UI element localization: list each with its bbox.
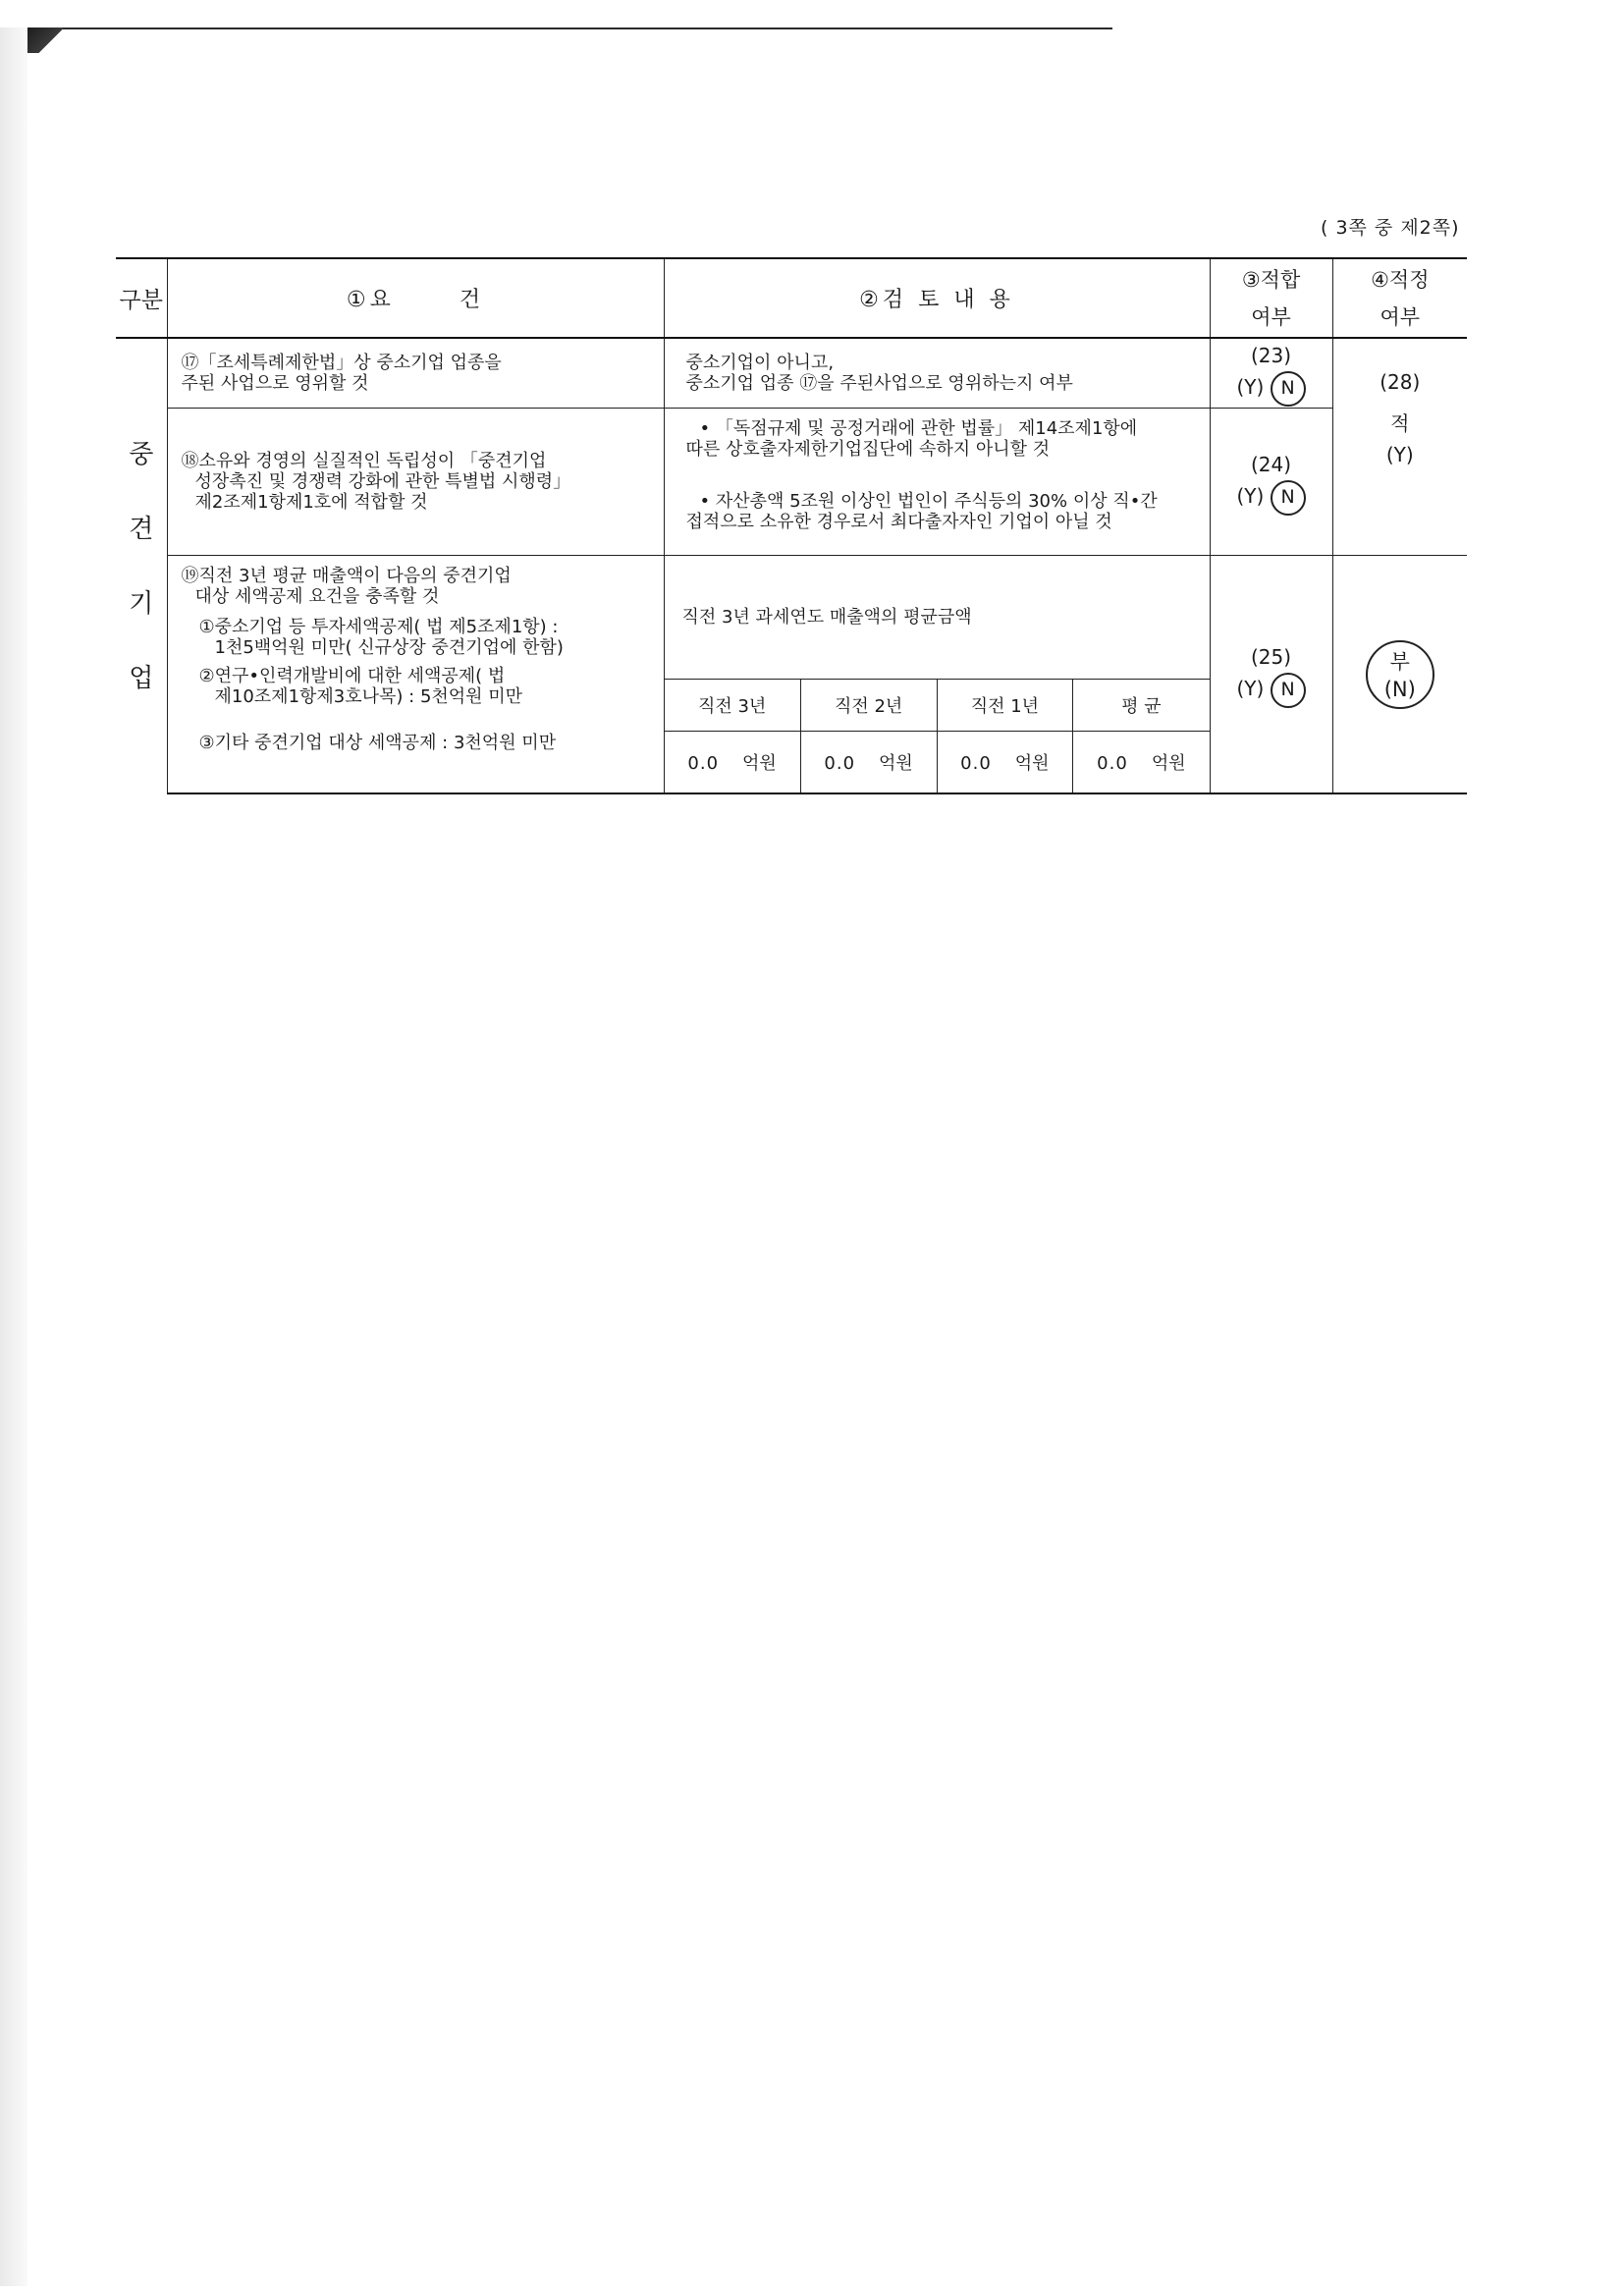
fit-108 [1210, 409, 1332, 556]
sub-item-line: ①중소기업 등 투자세액공제( 법 제5조제1항) : [198, 617, 559, 637]
header-requirement: ①요 건 [167, 258, 664, 338]
sales-value: 0.0 [687, 753, 720, 774]
fit-yes: (Y) [1236, 375, 1265, 399]
header-fit-line2: 여부 [1251, 304, 1291, 329]
proper-code: (28) [1380, 370, 1421, 394]
requirement-line: 주된 사업으로 영위할 것 [181, 373, 369, 394]
header-fit-line1: ③적합 [1241, 267, 1301, 292]
sales-unit: 억원 [1151, 753, 1186, 774]
category-char: 중 [129, 439, 154, 469]
review-line: • 자산총액 5조원 이상인 법인이 주식등의 30% 이상 직•간 [699, 491, 1158, 512]
requirement-line: ⑱소유와 경영의 실질적인 독립성이 「중견기업 [181, 451, 547, 471]
category-char: 견 [129, 514, 154, 544]
sales-value-row [665, 732, 1210, 793]
sales-header: 평 균 [1073, 680, 1210, 732]
requirement-line: 제2조제1항제1호에 적합할 것 [194, 492, 428, 513]
fit-code: (25) [1251, 644, 1292, 669]
review-line: • 「독점규제 및 공정거래에 관한 법률」 제14조제1항에 [699, 418, 1138, 439]
sales-header-row [665, 680, 1210, 732]
row-109 [116, 556, 1467, 680]
sub-item-line: ②연구•인력개발비에 대한 세액공제( 법 [198, 666, 506, 686]
sales-unit: 억원 [742, 753, 777, 774]
sales-value: 0.0 [960, 753, 992, 774]
proper-circled [1366, 640, 1434, 709]
sales-table [665, 680, 1210, 793]
category-char: 업 [129, 663, 154, 693]
sales-header: 직전 1년 [937, 680, 1073, 732]
sales-cell [664, 680, 1210, 794]
proper-text: 부 [1389, 649, 1410, 674]
requirement-line: 대상 세액공제 요건을 충족할 것 [194, 586, 440, 607]
proper-text: 적 [1390, 411, 1410, 435]
requirement-109 [167, 556, 664, 794]
review-line: 따른 상호출자제한기업집단에 속하지 아니할 것 [685, 439, 1051, 460]
category-char: 기 [129, 588, 154, 619]
sales-value: 0.0 [824, 753, 856, 774]
header-fit [1210, 258, 1332, 338]
sales-value-cell [1073, 732, 1210, 793]
review-108 [664, 409, 1210, 556]
review-109-title: 직전 3년 과세연도 매출액의 평균금액 [664, 556, 1210, 680]
requirement-108 [167, 409, 664, 556]
fit-107 [1210, 338, 1332, 409]
sales-header: 직전 2년 [800, 680, 937, 732]
fit-code: (23) [1251, 344, 1292, 367]
fit-no-circled: N [1271, 673, 1306, 708]
sales-header: 직전 3년 [697, 696, 767, 717]
review-line: 접적으로 소유한 경우로서 최다출자자인 기업이 아닐 것 [685, 512, 1112, 532]
header-proper [1332, 258, 1467, 338]
fit-yes: (Y) [1236, 483, 1265, 508]
requirement-line: ⑲직전 3년 평균 매출액이 다음의 중견기업 [181, 566, 512, 586]
sales-value-cell [665, 732, 801, 793]
sales-value: 0.0 [1097, 753, 1128, 774]
review-line: 중소기업 업종 ⑰을 주된사업으로 영위하는지 여부 [685, 373, 1073, 394]
fit-no-circled: N [1271, 371, 1306, 407]
sub-item-line: ③기타 중견기업 대상 세액공제 : 3천억원 미만 [198, 733, 557, 753]
header-row [116, 258, 1467, 338]
sales-unit: 억원 [1014, 753, 1050, 774]
fit-109 [1210, 556, 1332, 794]
fit-code: (24) [1251, 452, 1292, 476]
header-proper-line1: ④적정 [1371, 267, 1430, 292]
sales-value-cell [937, 732, 1073, 793]
requirement-107 [167, 338, 664, 409]
proper-yn: (N) [1383, 677, 1416, 701]
scan-corner-mark [27, 27, 63, 53]
proper-upper [1332, 338, 1467, 556]
review-line: 중소기업이 아니고, [685, 353, 835, 373]
proper-yn: (Y) [1385, 443, 1414, 466]
requirement-line: 성장촉진 및 경쟁력 강화에 관한 특별법 시행령」 [194, 471, 571, 492]
fit-no-circled: N [1271, 480, 1306, 516]
review-107 [664, 338, 1210, 409]
sub-item-line: 1천5백억원 미만( 신규상장 중견기업에 한함) [214, 637, 564, 658]
header-review: ②검 토 내 용 [664, 258, 1210, 338]
proper-lower [1332, 556, 1467, 794]
row-108 [116, 409, 1467, 556]
row-107 [116, 338, 1467, 409]
header-proper-line2: 여부 [1380, 304, 1421, 329]
scan-top-edge [27, 27, 1112, 29]
category-cell [116, 338, 167, 793]
sales-value-cell [800, 732, 937, 793]
requirement-line: ⑰「조세특례제한법」상 중소기업 업종을 [181, 353, 502, 373]
sales-unit: 억원 [879, 753, 913, 774]
sub-item-line: 제10조제1항제3호나목) : 5천억원 미만 [214, 686, 523, 707]
review-form-table [116, 257, 1467, 794]
header-category: 구분 [116, 258, 167, 338]
scan-shadow [0, 27, 27, 2286]
page-counter: ( 3쪽 중 제2쪽) [1321, 217, 1460, 239]
fit-yes: (Y) [1236, 676, 1265, 700]
